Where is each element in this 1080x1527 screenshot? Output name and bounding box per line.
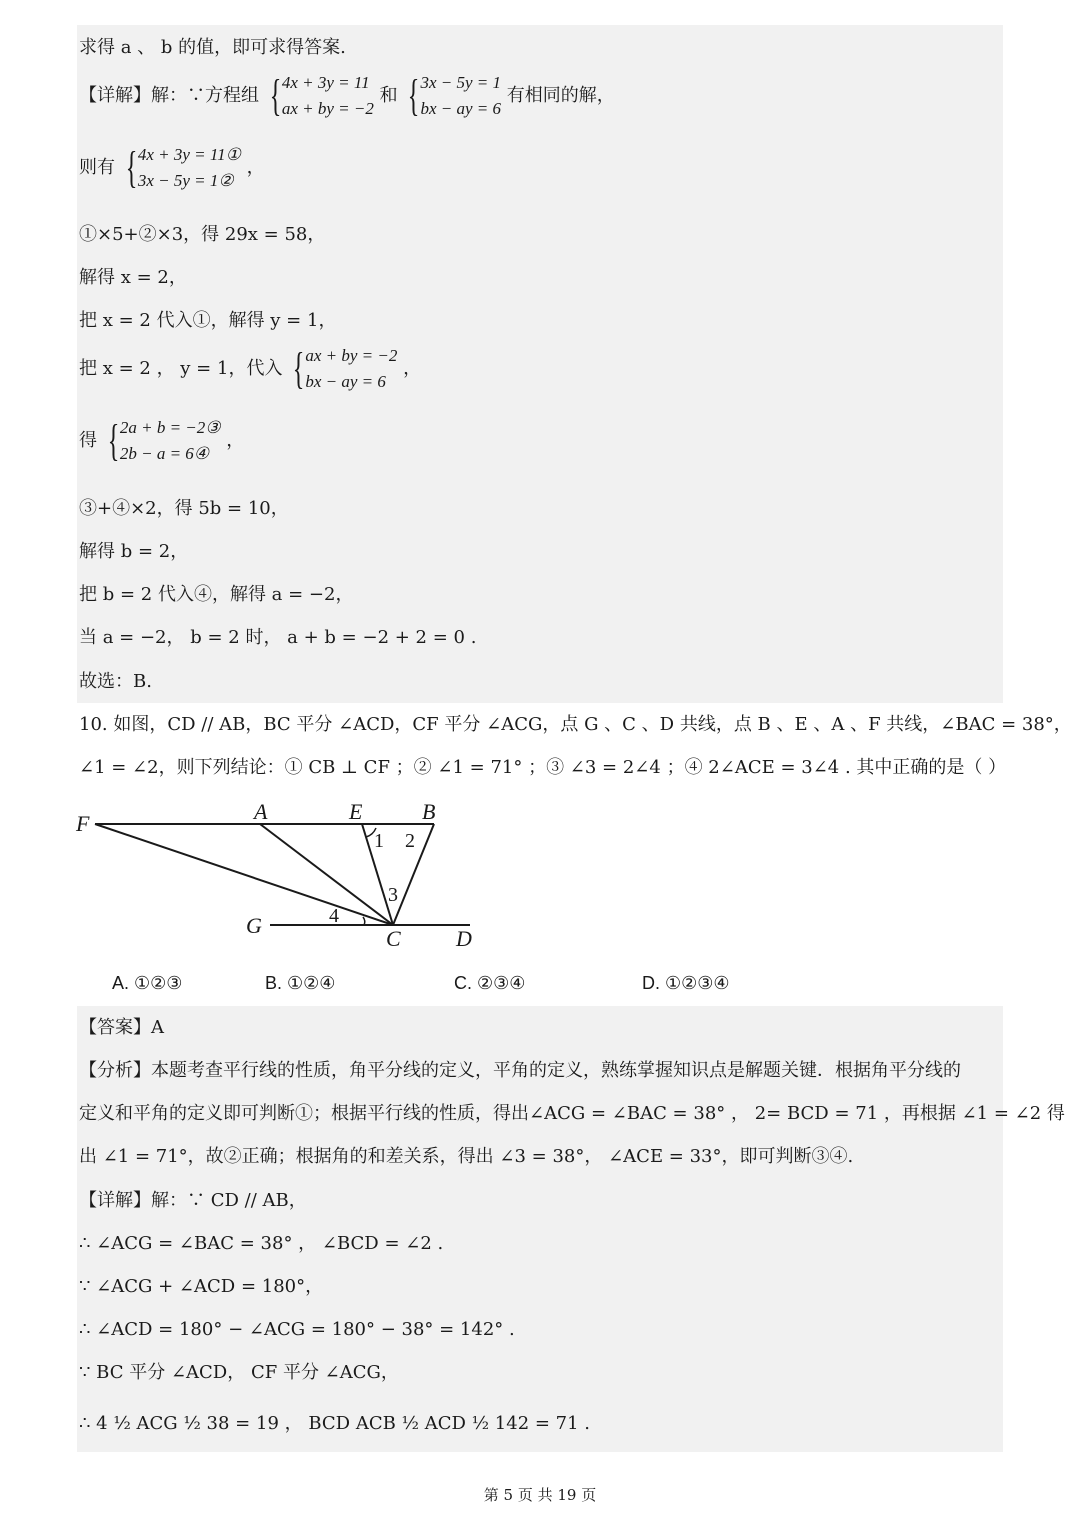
page-footer: 第 5 页 共 19 页 bbox=[483, 1486, 597, 1504]
step-4: ③+④×2，得 5b = 10， bbox=[79, 498, 289, 519]
analysis-line-2: 定义和平角的定义即可判断①；根据平行线的性质，得出∠ACG = ∠BAC = 38° ， 2= BCD = 71 ，再根据 ∠1 = ∠2 得 bbox=[79, 1103, 1065, 1124]
label-A: A bbox=[254, 799, 268, 824]
step-2: 解得 x = 2， bbox=[79, 267, 187, 288]
detail-line-2: ∴ ∠ACG = ∠BAC = 38° ， ∠BCD = ∠2 . bbox=[79, 1233, 444, 1254]
analysis-line-3: 出 ∠1 = 71°，故②正确；根据角的和差关系，得出 ∠3 = 38°， ∠ACE = 33°，即可判断③④. bbox=[79, 1146, 854, 1167]
system-2: { 3x − 5y = 1 bx − ay = 6 bbox=[408, 71, 502, 120]
system-4: { ax + by = −2 bx − ay = 6 bbox=[292, 344, 398, 393]
detail-line: 【详解】解：∵方程组 { 4x + 3y = 11 ax + by = −2 和 { 3x − 5y = 1 bx − ay = 6 有相同的解， bbox=[79, 71, 615, 120]
system-1: { 4x + 3y = 11 ax + by = −2 bbox=[269, 71, 374, 120]
label-F: F bbox=[76, 811, 90, 836]
option-c[interactable]: C. ②③④ bbox=[454, 973, 526, 993]
label-B: B bbox=[422, 799, 436, 824]
intro-line: 求得 a 、 b 的值，即可求得答案. bbox=[79, 37, 346, 58]
label-D: D bbox=[456, 926, 472, 951]
substitute-line: 把 x = 2 ， y = 1，代入 { ax + by = −2 bx − ay = 6 ， bbox=[79, 344, 422, 393]
step-1: ①×5+②×3，得 29x = 58， bbox=[79, 224, 326, 245]
answer-line: 【答案】A bbox=[79, 1017, 164, 1038]
option-d[interactable]: D. ①②③④ bbox=[642, 973, 730, 993]
step-3: 把 x = 2 代入①，解得 y = 1， bbox=[79, 310, 337, 331]
step-6: 把 b = 2 代入④，解得 a = −2， bbox=[79, 584, 354, 605]
question-10-line-1: 10. 如图，CD // AB，BC 平分 ∠ACD，CF 平分 ∠ACG，点 G 、C 、D 共线，点 B 、E 、A 、F 共线，∠BAC = 38°， bbox=[79, 714, 1072, 735]
option-b[interactable]: B. ①②④ bbox=[265, 973, 336, 993]
label-C: C bbox=[386, 926, 401, 951]
detail-line-5: ∵ BC 平分 ∠ACD， CF 平分 ∠ACG， bbox=[79, 1362, 399, 1383]
step-5: 解得 b = 2， bbox=[79, 541, 189, 562]
detail-line-6: ∴ 4 ½ ACG ½ 38 = 19 ， BCD ACB ½ ACD ½ 142 = 71 . bbox=[79, 1413, 591, 1434]
step-7: 当 a = −2， b = 2 时， a + b = −2 + 2 = 0 . bbox=[79, 627, 477, 648]
segment-FC bbox=[95, 824, 393, 925]
system-3: { 4x + 3y = 11① 3x − 5y = 1② bbox=[125, 143, 241, 192]
detail-line-1: 【详解】解：∵ CD // AB， bbox=[79, 1190, 307, 1211]
label-angle-4: 4 bbox=[329, 905, 339, 927]
question-10-line-2: ∠1 = ∠2，则下列结论：① CB ⊥ CF ；② ∠1 = 71° ；③ ∠3 = 2∠4 ；④ 2∠ACE = 3∠4 . 其中正确的是（ ） bbox=[79, 757, 1007, 778]
label-angle-1: 1 bbox=[374, 830, 384, 852]
angle-4-arc bbox=[363, 917, 365, 925]
get-line: 得 { 2a + b = −2③ 2b − a = 6④ ， bbox=[79, 416, 245, 465]
detail-line-3: ∵ ∠ACG + ∠ACD = 180°， bbox=[79, 1276, 324, 1297]
label-E: E bbox=[349, 799, 363, 824]
system-5: { 2a + b = −2③ 2b − a = 6④ bbox=[107, 416, 221, 465]
option-a[interactable]: A. ①②③ bbox=[112, 973, 183, 993]
then-line: 则有 { 4x + 3y = 11① 3x − 5y = 1② ， bbox=[79, 143, 265, 192]
analysis-line-1: 【分析】本题考查平行线的性质，角平分线的定义，平角的定义，熟练掌握知识点是解题关键．根据角平分线的 bbox=[79, 1060, 961, 1081]
choice-line: 故选：B. bbox=[79, 671, 152, 692]
label-angle-3: 3 bbox=[388, 884, 398, 906]
geometry-figure bbox=[70, 795, 490, 960]
detail-line-4: ∴ ∠ACD = 180° − ∠ACG = 180° − 38° = 142° . bbox=[79, 1319, 515, 1340]
label-angle-2: 2 bbox=[405, 830, 415, 852]
label-G: G bbox=[246, 913, 262, 938]
